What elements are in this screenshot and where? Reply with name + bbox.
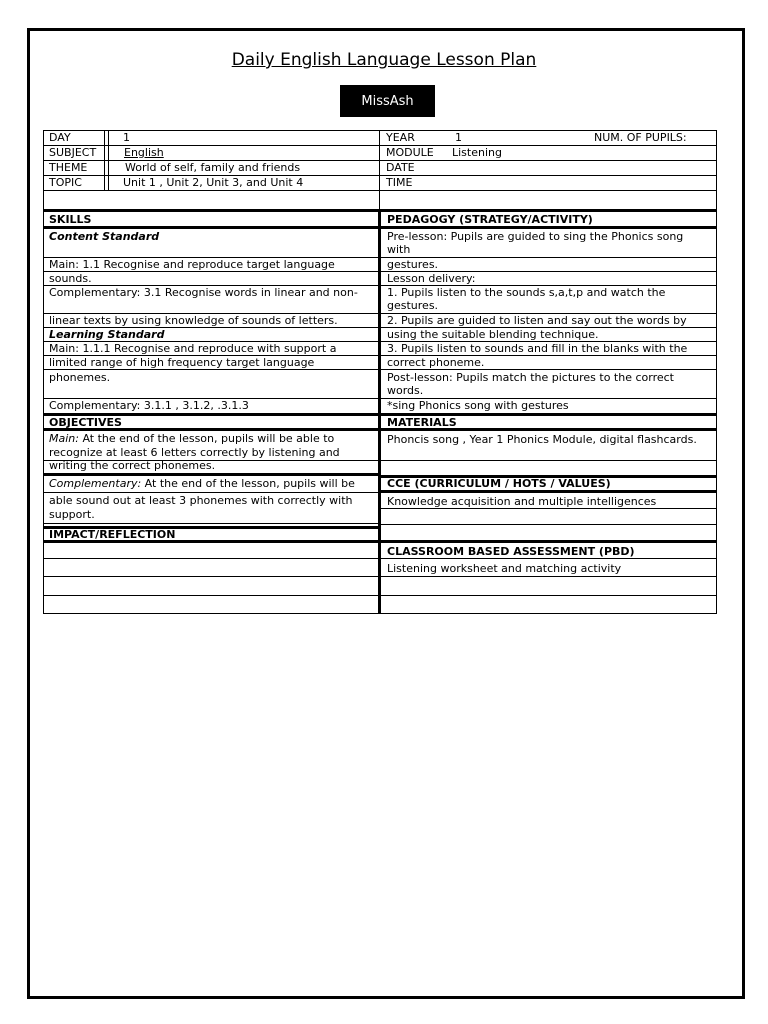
pedagogy-step-1: 1. Pupils listen to the sounds s,a,t,p and watch the gestures. — [387, 286, 666, 312]
day-value: 1 — [123, 131, 130, 144]
topic-label: TOPIC — [49, 176, 82, 189]
objectives-comp — [43, 477, 377, 490]
pedagogy-heading: PEDAGOGY (STRATEGY/ACTIVITY) — [387, 213, 593, 226]
objectives-heading: OBJECTIVES — [49, 416, 122, 429]
pedagogy-step-3-cont: correct phoneme. — [387, 356, 485, 369]
pedagogy-delivery: Lesson delivery: — [387, 272, 476, 285]
day-label: DAY — [49, 131, 71, 144]
assessment-heading: CLASSROOM BASED ASSESSMENT (PBD) — [387, 545, 635, 558]
skills-comp-2: Complementary: 3.1.1 , 3.1.2, .3.1.3 — [49, 399, 249, 412]
date-label: DATE — [386, 161, 415, 174]
content-standard-label: Content Standard — [49, 230, 160, 243]
pedagogy-step-3: 3. Pupils listen to sounds and fill in the blanks with the — [387, 342, 688, 355]
pedagogy-pre-lesson-cont: gestures. — [387, 258, 439, 271]
skills-main-2-cont: limited range of high frequency target language — [49, 356, 315, 369]
objectives-main — [43, 432, 377, 473]
skills-comp-1: Complementary: 3.1 Recognise words in linear and non- — [49, 286, 358, 299]
pedagogy-step-2: 2. Pupils are guided to listen and say out the words by — [387, 314, 687, 327]
skills-main-2-cont2: phonemes. — [49, 371, 111, 384]
objectives-comp-text: At the end of the lesson, pupils will be — [141, 477, 355, 490]
cce-heading: CCE (CURRICULUM / HOTS / VALUES) — [387, 477, 611, 490]
pedagogy-step-2-cont: using the suitable blending technique. — [387, 328, 599, 341]
materials-heading: MATERIALS — [387, 416, 457, 429]
skills-main-1-cont: sounds. — [49, 272, 92, 285]
objectives-main-label: Main: — [49, 432, 79, 445]
skills-main-1: Main: 1.1 Recognise and reproduce target language — [49, 258, 335, 271]
module-value: Listening — [452, 146, 502, 159]
topic-value: Unit 1 , Unit 2, Unit 3, and Unit 4 — [123, 176, 304, 189]
skills-comp-1-cont: linear texts by using knowledge of sounds of letters. — [49, 314, 338, 327]
cce-text: Knowledge acquisition and multiple intelligences — [387, 495, 657, 508]
subject-label: SUBJECT — [49, 146, 97, 159]
objectives-comp-cont: able sound out at least 3 phonemes with correctly with support. — [49, 494, 353, 521]
pedagogy-song: *sing Phonics song with gestures — [387, 399, 569, 412]
pedagogy-post-lesson: Post-lesson: Pupils match the pictures to the correct words. — [387, 371, 674, 397]
assessment-text: Listening worksheet and matching activity — [387, 562, 622, 575]
objectives-comp-label: Complementary: — [49, 477, 142, 490]
subject-value: English — [124, 146, 164, 159]
learning-standard-label: Learning Standard — [49, 328, 165, 341]
module-label: MODULE — [386, 146, 434, 159]
lesson-plan-table — [43, 130, 717, 614]
page-title: Daily English Language Lesson Plan — [231, 50, 537, 70]
year-label: YEAR — [386, 131, 415, 144]
theme-label: THEME — [49, 161, 88, 174]
theme-value: World of self, family and friends — [125, 161, 301, 174]
impact-heading: IMPACT/REFLECTION — [49, 528, 176, 541]
skills-main-2: Main: 1.1.1 Recognise and reproduce with support a — [49, 342, 337, 355]
objectives-main-text: At the end of the lesson, pupils will be able to recognize at least 6 letters correctly by listening and writing the correct phonemes. — [49, 432, 340, 472]
pedagogy-pre-lesson: Pre-lesson: Pupils are guided to sing the Phonics song with — [387, 230, 684, 256]
author-badge: MissAsh — [340, 85, 435, 117]
materials-text: Phoncis song , Year 1 Phonics Module, digital flashcards. — [387, 433, 697, 446]
time-label: TIME — [386, 176, 413, 189]
pupils-label: NUM. OF PUPILS: — [594, 131, 687, 144]
year-value: 1 — [455, 131, 462, 144]
skills-heading: SKILLS — [49, 213, 92, 226]
